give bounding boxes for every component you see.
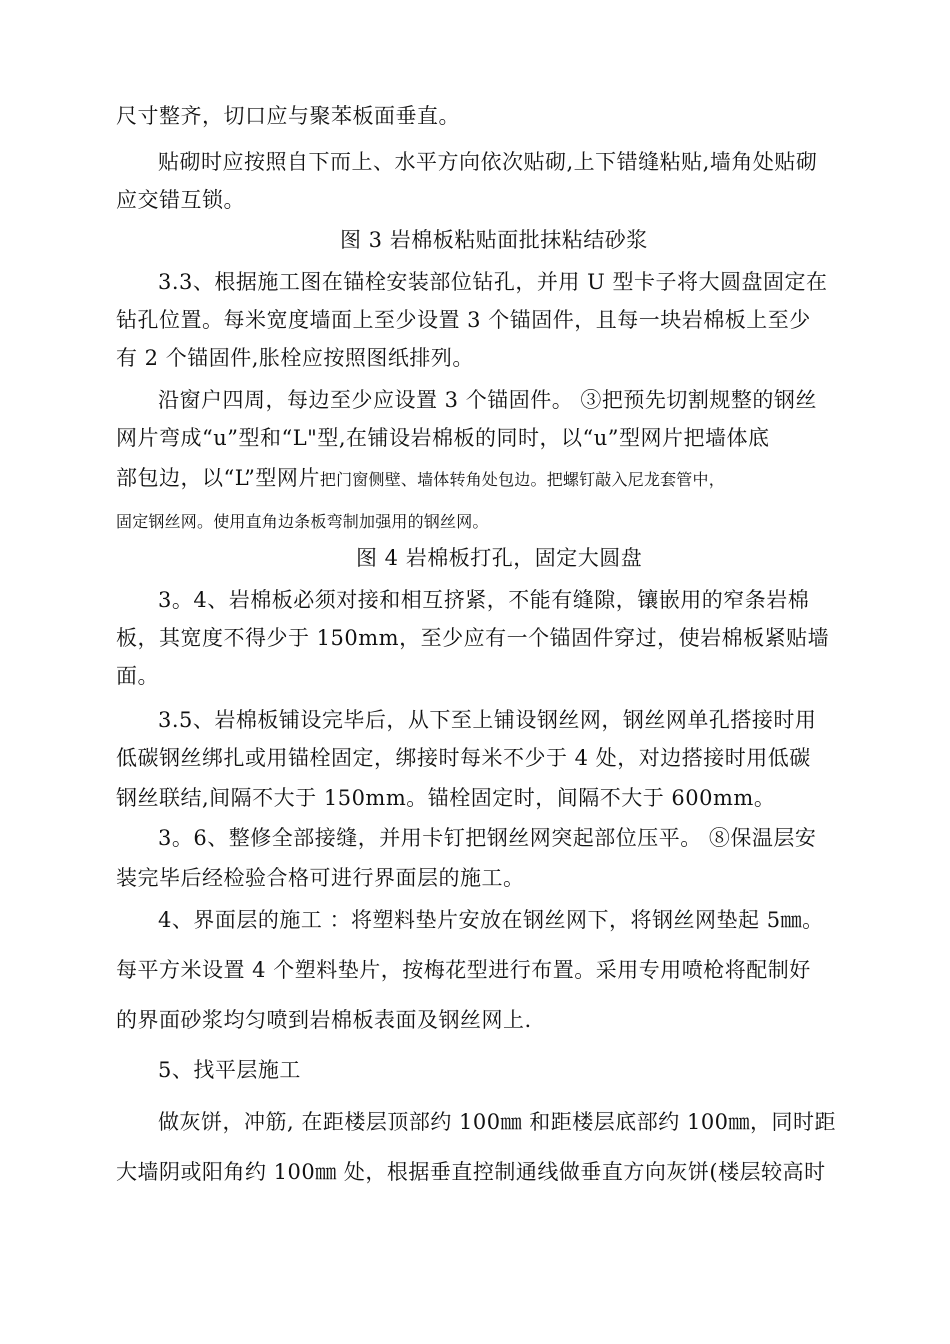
text-line: 钻孔位置。每米宽度墙面上至少设置 3 个锚固件，且每一块岩棉板上至少 <box>116 308 811 332</box>
text-line: 4、界面层的施工 ：将塑料垫片安放在钢丝网下，将钢丝网垫起 5㎜。 <box>158 908 824 932</box>
text-line-small: 固定钢丝网。使用直角边条板弯制加强用的钢丝网。 <box>116 512 489 531</box>
text-line: 尺寸整齐，切口应与聚苯板面垂直。 <box>116 104 460 128</box>
text-segment: 部包边，以“L”型网片 <box>116 466 320 490</box>
text-line: 网片弯成“u”型和“L"型,在铺设岩棉板的同时，以“u”型网片把墙体底 <box>116 426 770 450</box>
text-line: 的界面砂浆均匀喷到岩棉板表面及钢丝网上. <box>116 1008 532 1032</box>
text-line: 应交错互锁。 <box>116 188 245 212</box>
text-line: 面。 <box>116 664 159 688</box>
text-line: 3.3、根据施工图在锚栓安装部位钻孔，并用 U 型卡子将大圆盘固定在 <box>158 270 828 294</box>
text-segment-small: 把门窗侧壁、墙体转角处包边。把螺钉敲入尼龙套管中， <box>319 470 725 489</box>
text-line: 大墙阴或阳角约 100㎜ 处，根据垂直控制通线做垂直方向灰饼(楼层较高时 <box>116 1160 826 1184</box>
text-line: 装完毕后经检验合格可进行界面层的施工。 <box>116 866 525 890</box>
text-line: 3。4、岩棉板必须对接和相互挤紧，不能有缝隙，镶嵌用的窄条岩棉 <box>158 588 810 612</box>
section-heading: 5、找平层施工 <box>158 1058 301 1082</box>
text-line: 有 2 个锚固件,胀栓应按照图纸排列。 <box>116 346 474 370</box>
text-line: 每平方米设置 4 个塑料垫片，按梅花型进行布置。采用专用喷枪将配制好 <box>116 958 811 982</box>
text-line <box>116 464 725 494</box>
figure-caption: 图 4 岩棉板打孔，固定大圆盘 <box>356 546 643 570</box>
text-line: 3。6、整修全部接缝，并用卡钉把钢丝网突起部位压平。 ⑧保温层安 <box>158 826 817 850</box>
text-line: 3.5、岩棉板铺设完毕后，从下至上铺设钢丝网，钢丝网单孔搭接时用 <box>158 708 817 732</box>
text-line: 板，其宽度不得少于 150mm，至少应有一个锚固件穿过，使岩棉板紧贴墙 <box>116 626 830 650</box>
figure-caption: 图 3 岩棉板粘贴面批抹粘结砂浆 <box>340 228 648 252</box>
text-line: 贴砌时应按照自下而上、水平方向依次贴砌,上下错缝粘贴,墙角处贴砌 <box>158 150 818 174</box>
text-line: 做灰饼，冲筋, 在距楼层顶部约 100㎜ 和距楼层底部约 100㎜，同时距 <box>158 1110 837 1134</box>
text-line: 沿窗户四周，每边至少应设置 3 个锚固件。 ③把预先切割规整的钢丝 <box>158 388 817 412</box>
text-line: 钢丝联结,间隔不大于 150mm。锚栓固定时，间隔不大于 600mm。 <box>116 786 776 810</box>
text-line: 低碳钢丝绑扎或用锚栓固定，绑接时每米不少于 4 处，对边搭接时用低碳 <box>116 746 811 770</box>
